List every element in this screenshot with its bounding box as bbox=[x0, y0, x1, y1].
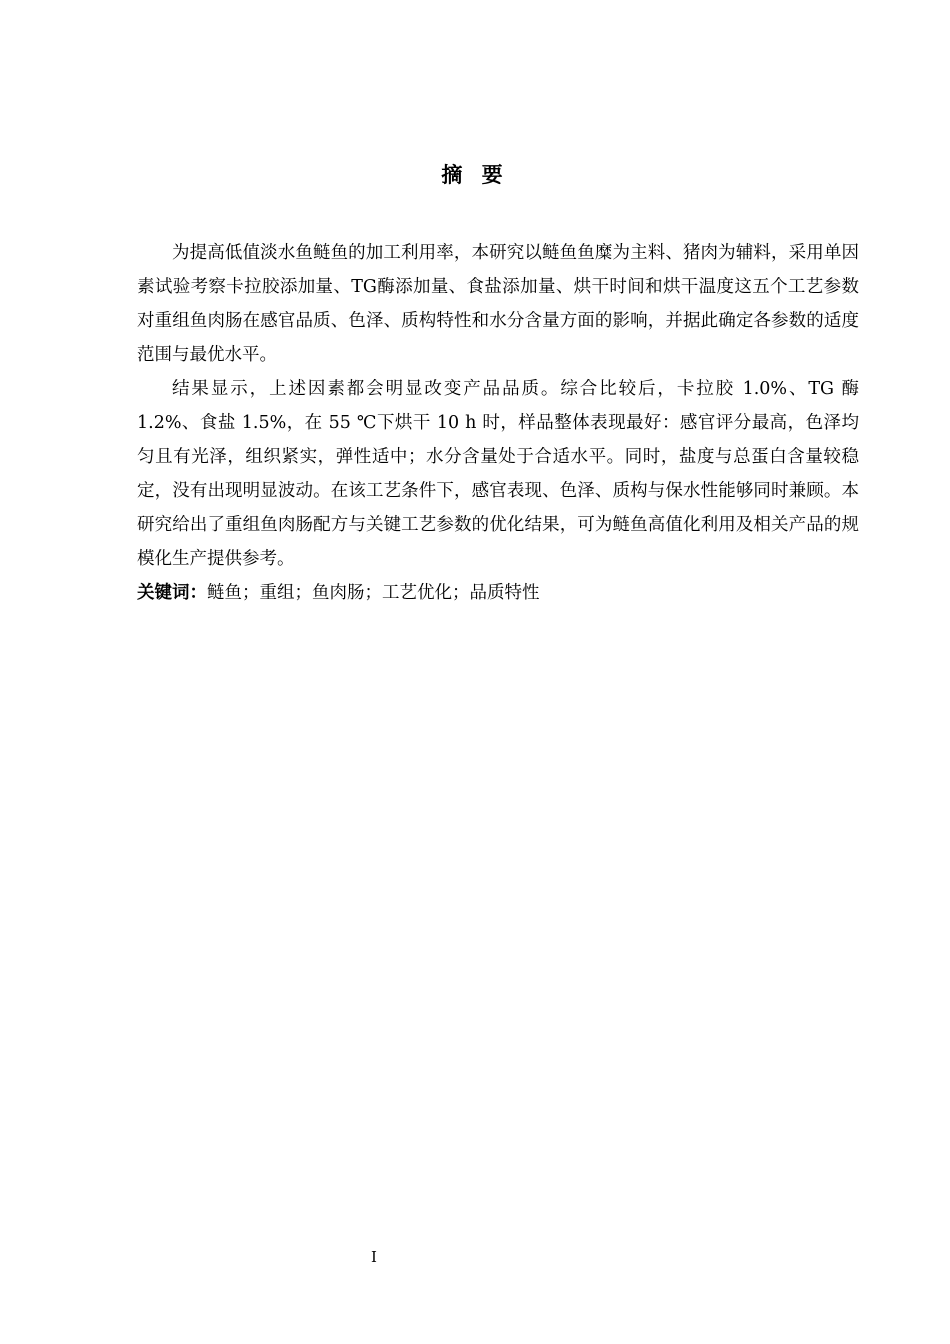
abstract-title: 摘 要 bbox=[441, 163, 509, 187]
abstract-paragraph-1: 为提高低值淡水鱼鲢鱼的加工利用率，本研究以鲢鱼鱼糜为主料、猪肉为辅料，采用单因素试验考察卡拉胶添加量、TG酶添加量、食盐添加量、烘干时间和烘干温度这五个工艺参数对重组鱼肉肠在感官品质、色泽、质构特性和水分含量方面的影响，并据此确定各参数的适度范围与最优水平。 bbox=[137, 243, 859, 365]
abstract-body bbox=[137, 236, 859, 610]
keywords-label: 关键词： bbox=[137, 583, 207, 603]
keywords-text: 鲢鱼；重组；鱼肉肠；工艺优化；品质特性 bbox=[207, 583, 540, 603]
page-number: I bbox=[371, 1248, 377, 1266]
keywords-line bbox=[137, 576, 859, 610]
abstract-paragraph-2: 结果显示，上述因素都会明显改变产品品质。综合比较后，卡拉胶 1.0%、TG 酶 1.2%、食盐 1.5%，在 55 ℃下烘干 10 h 时，样品整体表现最好：感官评分最高，色泽均匀且有光泽，组织紧实，弹性适中；水分含量处于合适水平。同时，盐度与总蛋白含量较稳定，没有出现明显波动。在该工艺条件下，感官表现、色泽、质构与保水性能够同时兼顾。本研究给出了重组鱼肉肠配方与关键工艺参数的优化结果，可为鲢鱼高值化利用及相关产品的规模化生产提供参考。 bbox=[137, 379, 859, 569]
